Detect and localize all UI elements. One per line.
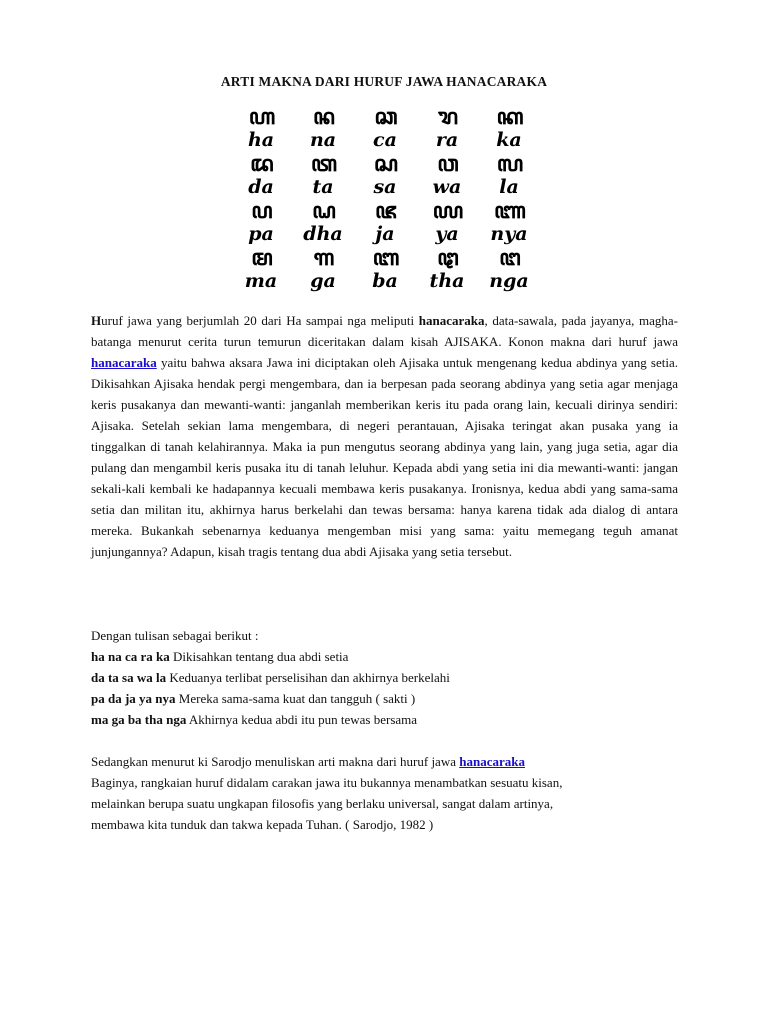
aksara-row	[230, 152, 540, 199]
aksara-latin: da	[248, 176, 274, 198]
aksara-cell	[416, 152, 478, 199]
list-item-meaning: Mereka sama-sama kuat dan tangguh ( sakti )	[175, 691, 416, 706]
aksara-row	[230, 246, 540, 293]
aksara-glyph: ꦧ	[372, 246, 398, 271]
aksara-meaning-list	[91, 625, 678, 730]
aksara-cell	[230, 152, 292, 199]
aksara-table	[230, 105, 540, 293]
paragraph-line: Baginya, rangkaian huruf didalam carakan jawa itu bukannya menambatkan sesuatu kisan,	[91, 775, 563, 790]
aksara-latin: ja	[375, 223, 395, 245]
drop-letter: H	[91, 313, 102, 328]
list-item-syllables: da ta sa wa la	[91, 670, 167, 685]
aksara-glyph: ꦪ	[432, 199, 462, 224]
list-item-syllables: ma ga ba tha nga	[91, 712, 187, 727]
aksara-cell	[292, 152, 354, 199]
aksara-latin: ka	[496, 129, 522, 151]
aksara-latin: nya	[490, 223, 528, 245]
list-item-syllables: pa da ja ya nya	[91, 691, 176, 706]
paragraph-text: yaitu bahwa aksara Jawa ini diciptakan oleh Ajisaka untuk mengenang kedua abdinya yang setia. Dikisahkan Ajisaka hendak pergi mengembara, dan ia berpesan pada seorang abdinya yang setia agar menjaga keris pusakanya dan mewanti-wanti: janganlah memberikan keris itu pada orang lain, kecuali dirinya sendiri: Ajisaka. Setelah sekian lama mengembara, di negeri perantauan, Ajisaka teringat akan pusaka yang ia tinggalkan di tanah kelahirannya. Maka ia pun mengutus seorang abdinya yang lain, yang juga setia, agar dia pulang dan mengambil keris pusaka itu di tanah leluhur. Kepada abdi yang setia ini dia mewanti-wanti: jangan sekali-kali kembali ke hadapannya kecuali membawa keris pusakanya. Ironisnya, kedua abdi yang sama-sama setia dan militan itu, akhirnya harus berkelahi dan tewas bersama: hanya karena tidak ada dialog di antara mereka. Bukankah sebenarnya keduanya mengemban misi yang sama: yaitu memegang teguh amanat junjungannya? Adapun, kisah tragis tentang dua abdi Ajisaka yang setia tersebut.	[91, 355, 678, 559]
aksara-latin: pa	[248, 223, 274, 245]
document-title: ARTI MAKNA DARI HURUF JAWA HANACARAKA	[220, 74, 548, 89]
list-item	[91, 667, 678, 688]
aksara-latin: ta	[312, 176, 334, 198]
paragraph-text: uruf jawa yang berjumlah 20 dari Ha sampai nga meliputi	[101, 313, 419, 328]
aksara-cell	[478, 105, 540, 152]
paragraph-text: , data-sawala, pada jayanya, magha-batanga menurut cerita turun temurun diceritakan dalam kisah AJISAKA. Konon makna dari huruf jawa	[91, 313, 678, 349]
aksara-cell	[292, 105, 354, 152]
aksara-latin: ba	[372, 270, 398, 292]
aksara-glyph: ꦲ	[248, 105, 274, 130]
aksara-glyph: ꦝ	[312, 199, 334, 224]
aksara-cell	[416, 199, 478, 246]
aksara-latin: ya	[435, 223, 459, 245]
aksara-glyph: ꦫ	[437, 105, 457, 130]
list-item-meaning: Akhirnya kedua abdi itu pun tewas bersama	[186, 712, 418, 727]
aksara-latin: wa	[432, 176, 462, 198]
aksara-glyph: ꦤ	[313, 105, 333, 130]
aksara-glyph: ꦢ	[250, 152, 272, 177]
aksara-latin: ga	[310, 270, 336, 292]
aksara-latin: ca	[373, 129, 397, 151]
list-item-syllables: ha na ca ra ka	[91, 649, 170, 664]
aksara-glyph: ꦮ	[437, 152, 457, 177]
aksara-cell	[478, 199, 540, 246]
aksara-latin: la	[499, 176, 519, 198]
aksara-cell	[478, 152, 540, 199]
aksara-latin: tha	[429, 270, 465, 292]
aksara-glyph: ꦩ	[251, 246, 271, 271]
hanacaraka-link[interactable]: hanacaraka	[91, 355, 157, 370]
paragraph-text: Sedangkan menurut ki Sarodjo menuliskan arti makna dari huruf jawa	[91, 754, 460, 769]
aksara-cell	[292, 246, 354, 293]
aksara-cell	[354, 199, 416, 246]
aksara-latin: dha	[303, 223, 343, 245]
bold-term: hanacaraka	[418, 313, 485, 328]
aksara-glyph: ꦱ	[374, 152, 396, 177]
aksara-cell	[292, 199, 354, 246]
aksara-row	[230, 105, 540, 152]
list-item-meaning: Keduanya terlibat perselisihan dan akhirnya berkelahi	[166, 670, 450, 685]
aksara-glyph: ꦏ	[496, 105, 522, 130]
list-item	[91, 688, 678, 709]
aksara-glyph: ꦥ	[251, 199, 271, 224]
aksara-glyph: ꦔ	[499, 246, 519, 271]
hanacaraka-link[interactable]: hanacaraka	[459, 754, 525, 769]
aksara-cell	[354, 246, 416, 293]
paragraph-line: membawa kita tunduk dan takwa kepada Tuhan. ( Sarodjo, 1982 )	[91, 817, 434, 832]
aksara-glyph: ꦚ	[494, 199, 524, 224]
aksara-cell	[230, 105, 292, 152]
aksara-glyph: ꦕ	[374, 105, 396, 130]
aksara-row	[230, 199, 540, 246]
list-item-meaning: Dikisahkan tentang dua abdi setia	[169, 649, 349, 664]
aksara-cell	[354, 105, 416, 152]
aksara-glyph: ꦠ	[310, 152, 336, 177]
aksara-glyph: ꦭ	[496, 152, 522, 177]
paragraph-line: melainkan berupa suatu ungkapan filosofis yang berlaku universal, sangat dalam artinya,	[91, 796, 554, 811]
aksara-glyph: ꦒ	[313, 246, 333, 271]
aksara-glyph: ꦛ	[437, 246, 457, 271]
list-intro: Dengan tulisan sebagai berikut :	[91, 628, 259, 643]
aksara-cell	[416, 105, 478, 152]
aksara-latin: nga	[489, 270, 529, 292]
list-item	[91, 709, 678, 730]
list-item	[91, 646, 678, 667]
paragraph-line	[91, 751, 678, 772]
aksara-cell	[230, 246, 292, 293]
sarodjo-paragraph	[91, 751, 678, 835]
aksara-glyph: ꦗ	[375, 199, 395, 224]
aksara-latin: na	[309, 129, 337, 151]
aksara-cell	[230, 199, 292, 246]
intro-paragraph	[91, 310, 678, 562]
aksara-latin: ra	[435, 129, 459, 151]
aksara-latin: ha	[247, 129, 275, 151]
aksara-cell	[478, 246, 540, 293]
aksara-cell	[416, 246, 478, 293]
aksara-latin: sa	[373, 176, 397, 198]
aksara-cell	[354, 152, 416, 199]
aksara-latin: ma	[244, 270, 278, 292]
